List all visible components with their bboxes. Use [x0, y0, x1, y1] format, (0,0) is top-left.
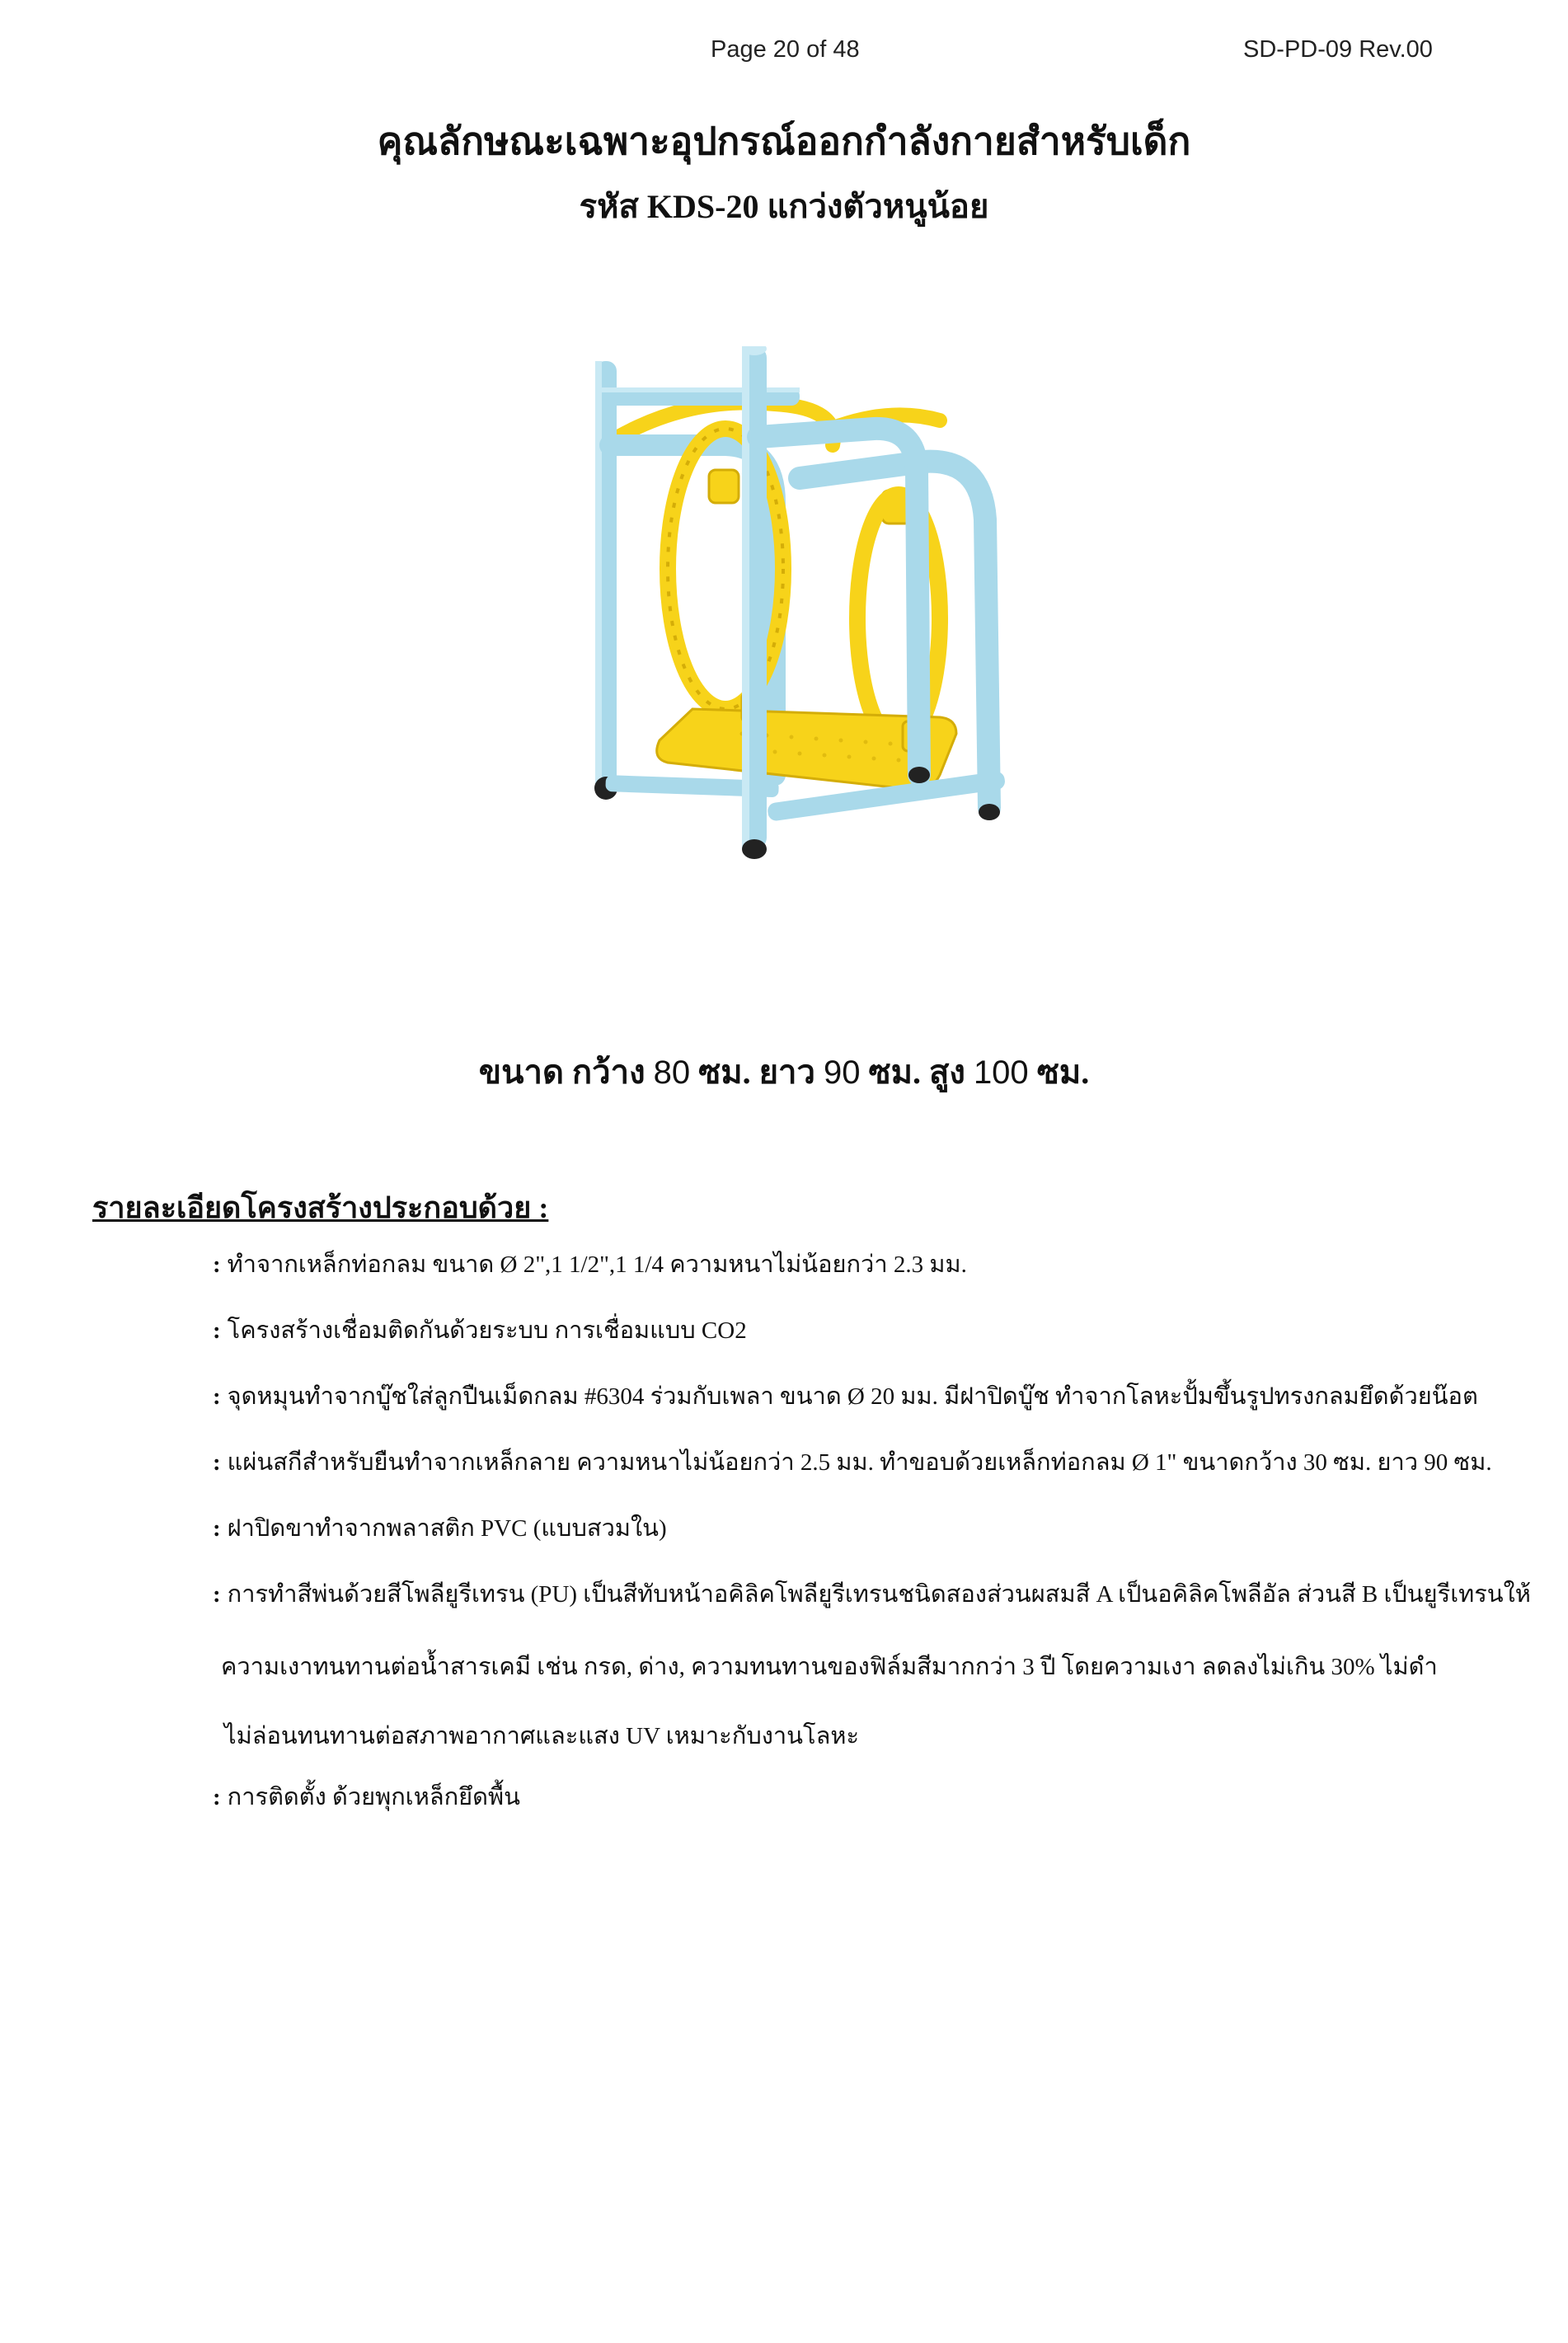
spec-item-continuation: ความเงาทนทานต่อน้ำสารเคมี เช่น กรด, ด่าง, ความทนทานของฟิล์มสีมากกว่า 3 ปี โดยความเงา ลดลงไม่เกิน 30% ไม่ดำ — [221, 1654, 1438, 1680]
width-label: กว้าง — [571, 1054, 646, 1091]
height-value: 100 — [973, 1054, 1029, 1091]
spec-item-continuation: ไม่ล่อนทนทานต่อสภาพอากาศและแสง UV เหมาะกับงานโลหะ — [224, 1723, 860, 1749]
height-label: สูง — [928, 1054, 965, 1091]
spec-item: : โครงสร้างเชื่อมติดกันด้วยระบบ การเชื่อมแบบ CO2 — [213, 1317, 747, 1344]
spec-item: : แผ่นสกีสำหรับยืนทำจากเหล็กลาย ความหนาไม่น้อยกว่า 2.5 มม. ทำขอบด้วยเหล็กท่อกลม Ø 1" ขนาดกว้าง 30 ซม. ยาว 90 ซม. — [213, 1449, 1492, 1476]
width-value: 80 — [653, 1054, 691, 1091]
size-label: ขนาด — [478, 1054, 564, 1091]
page-number: Page 20 of 48 — [711, 36, 860, 63]
details-heading: รายละเอียดโครงสร้างประกอบด้วย : — [92, 1191, 549, 1224]
product-image — [528, 346, 1055, 923]
length-value: 90 — [823, 1054, 861, 1091]
product-code-title: รหัส KDS-20 แกว่งตัวหนูน้อย — [579, 188, 989, 225]
height-unit: ซม. — [1036, 1054, 1090, 1091]
swing-pivot-left — [709, 470, 739, 503]
length-label: ยาว — [758, 1054, 815, 1091]
document-code: SD-PD-09 Rev.00 — [1243, 36, 1433, 63]
page-title: คุณลักษณะเฉพาะอุปกรณ์ออกกำลังกายสำหรับเด็ก — [377, 120, 1191, 162]
spec-item: : การทำสีพ่นด้วยสีโพลียูรีเทรน (PU) เป็นสีทับหน้าอคิลิคโพลียูรีเทรนชนิดสองส่วนผสมสี A เป็นอคิลิคโพลีอัล ส่วนสี B เป็นยูรีเทรนให้ — [213, 1581, 1531, 1608]
product-size — [0, 1045, 1568, 1098]
length-unit: ซม. — [868, 1054, 921, 1091]
spec-item: : การติดตั้ง ด้วยพุกเหล็กยึดพื้น — [213, 1784, 520, 1810]
width-unit: ซม. — [698, 1054, 751, 1091]
spec-item: : ทำจากเหล็กท่อกลม ขนาด Ø 2",1 1/2",1 1/4 ความหนาไม่น้อยกว่า 2.3 มม. — [213, 1251, 967, 1278]
spec-item: : ฝาปิดขาทำจากพลาสติก PVC (แบบสวมใน) — [213, 1515, 667, 1542]
spec-item: : จุดหมุนทำจากบู๊ชใส่ลูกปืนเม็ดกลม #6304 ร่วมกับเพลา ขนาด Ø 20 มม. มีฝาปิดบู๊ช ทำจากโลหะปั้มขึ้นรูปทรงกลมยึดด้วยน๊อต — [213, 1383, 1478, 1410]
